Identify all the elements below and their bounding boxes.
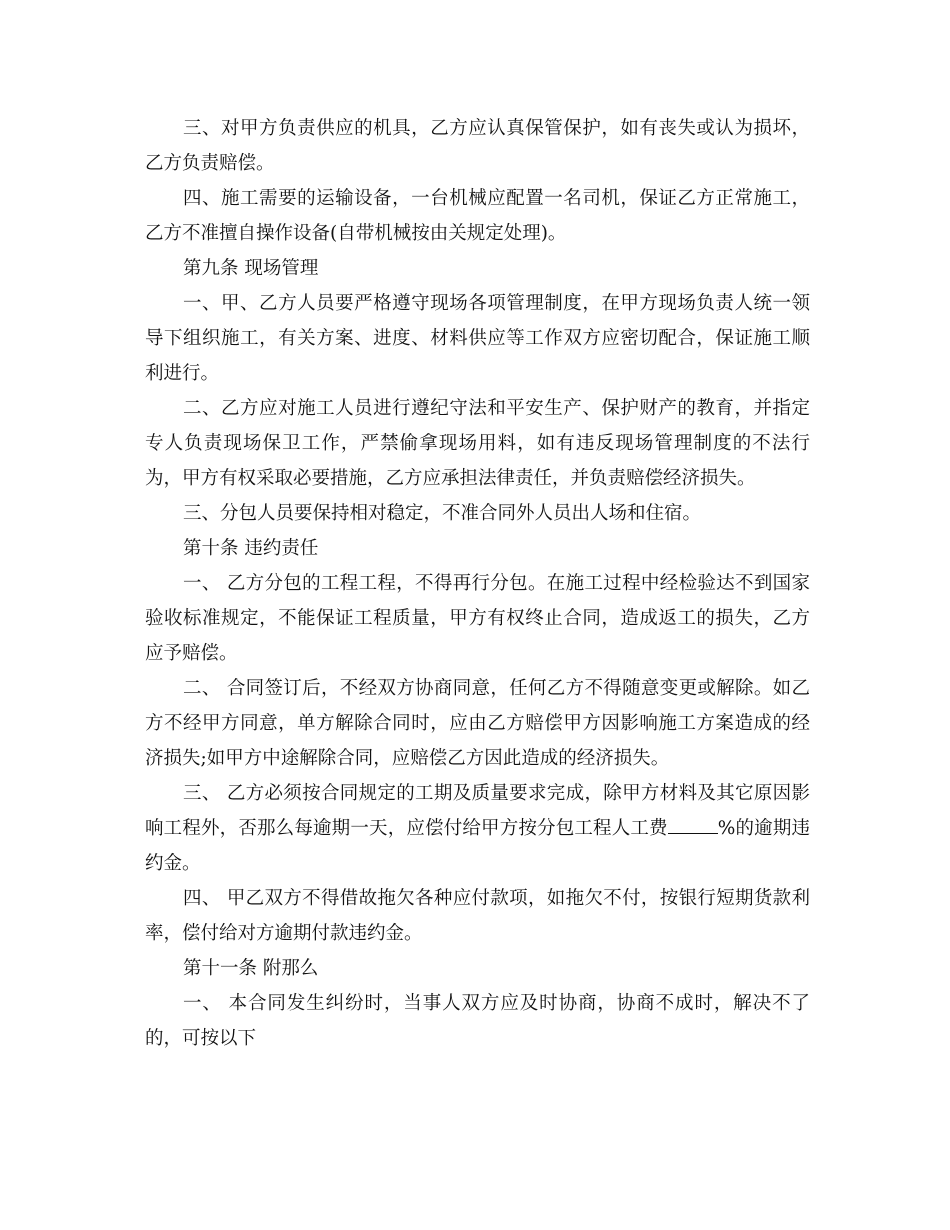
clause-paragraph: 三、对甲方负责供应的机具，乙方应认真保管保护，如有丧失或认为损坏，乙方负责赔偿。 — [145, 118, 810, 174]
clause-paragraph: 一、 乙方分包的工程工程，不得再行分包。在施工过程中经检验达不到国家验收标准规定，不能保证工程质量，甲方有权终止合同，造成返工的损失，乙方应予赔偿。 — [145, 573, 810, 664]
clause-paragraph: 四、 甲乙双方不得借故拖欠各种应付款项，如拖欠不付，按银行短期货款利率，偿付给对方逾期付款违约金。 — [145, 888, 810, 944]
article-heading: 第九条 现场管理 — [183, 258, 319, 279]
clause-paragraph: 一、 本合同发生纠纷时，当事人双方应及时协商，协商不成时，解决不了的，可按以下 — [145, 993, 810, 1049]
clause-text-before-blank: 三、 乙方必须按合同规定的工期及质量要求完成，除甲方材料及其它原因影响工程外，否那么每逾期一天，应偿付给甲方按分包工程人工费 — [145, 783, 810, 839]
clause-text-after-blank: %的逾期违约金。 — [145, 818, 810, 874]
document-body — [145, 111, 810, 1056]
clause-paragraph-with-blank — [145, 776, 810, 881]
article-heading: 第十条 违约责任 — [183, 538, 319, 559]
clause-paragraph: 二、乙方应对施工人员进行遵纪守法和平安生产、保护财产的教育，并指定专人负责现场保卫工作，严禁偷拿现场用料，如有违反现场管理制度的不法行为，甲方有权采取必要措施，乙方应承担法律责任，并负责赔偿经济损失。 — [145, 398, 810, 489]
clause-paragraph: 一、甲、乙方人员要严格遵守现场各项管理制度，在甲方现场负责人统一领导下组织施工，有关方案、进度、材料供应等工作双方应密切配合，保证施工顺利进行。 — [145, 293, 810, 384]
clause-paragraph: 三、分包人员要保持相对稳定，不准合同外人员出人场和住宿。 — [183, 503, 702, 524]
clause-paragraph: 二、 合同签订后，不经双方协商同意，任何乙方不得随意变更或解除。如乙方不经甲方同意，单方解除合同时，应由乙方赔偿甲方因影响施工方案造成的经济损失;如甲方中途解除合同，应赔偿乙方因此造成的经济损失。 — [145, 678, 810, 769]
article-heading: 第十一条 附那么 — [183, 958, 319, 979]
clause-paragraph: 四、施工需要的运输设备，一台机械应配置一名司机，保证乙方正常施工，乙方不准擅自操作设备(自带机械按由关规定处理)。 — [145, 188, 810, 244]
fill-in-blank — [668, 811, 718, 834]
